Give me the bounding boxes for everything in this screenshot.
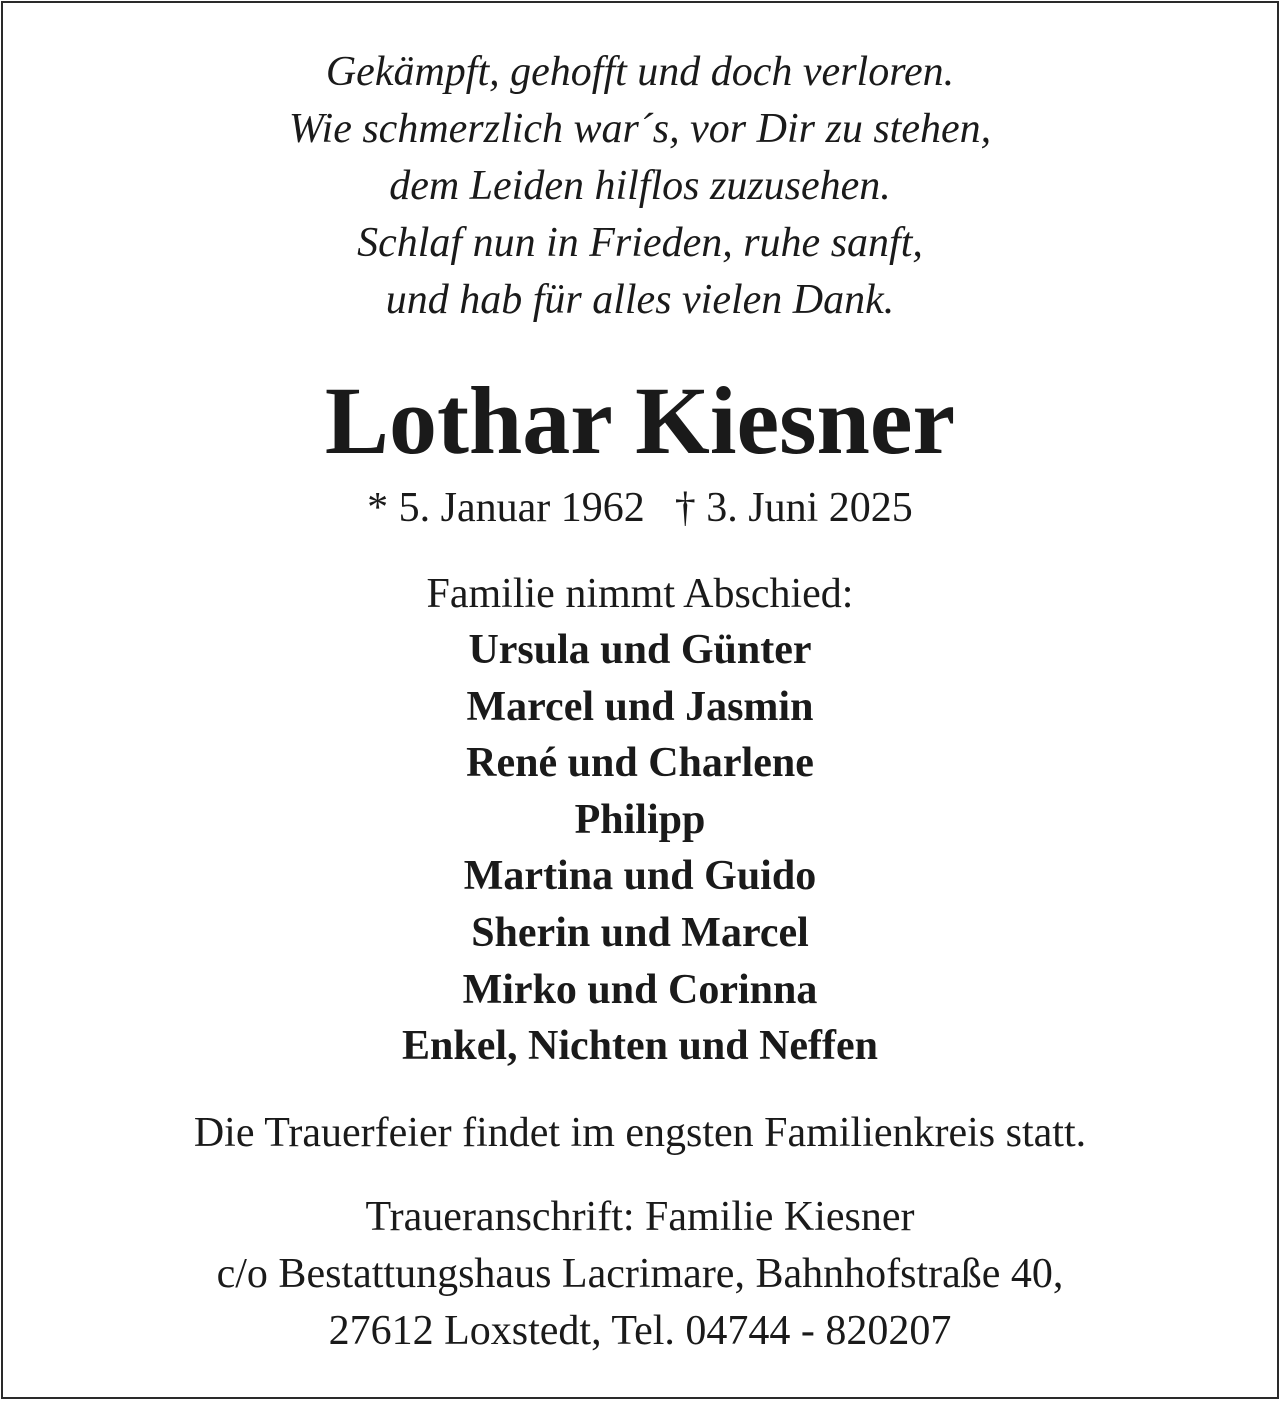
mourner-line: Sherin und Marcel [471,909,809,956]
mourner-line: Martina und Guido [463,853,817,900]
address-line: Traueranschrift: Familie Kiesner [365,1194,915,1240]
memorial-poem [0,44,1280,329]
life-dates [0,480,1280,536]
ceremony-note: Die Trauerfeier findet im engsten Familienkreis statt. [193,1110,1087,1156]
poem-line: Wie schmerzlich war´s, vor Dir zu stehen, [288,106,992,152]
mourning-address [0,1189,1280,1360]
mourner-line: Enkel, Nichten und Neffen [401,1023,879,1070]
deceased-name: Lothar Kiesner [324,367,956,474]
death-date: † 3. Juni 2025 [674,485,913,531]
poem-line: Gekämpft, gehofft und doch verloren. [325,49,955,95]
mourners-list [0,622,1280,1075]
mourner-line: René und Charlene [466,740,814,787]
mourner-line: Mirko und Corinna [462,966,818,1013]
poem-line: Schlaf nun in Frieden, ruhe sanft, [357,220,923,266]
poem-line: dem Leiden hilflos zuzusehen. [389,163,891,209]
mourner-line: Marcel und Jasmin [466,683,814,730]
mourner-line: Ursula und Günter [468,627,812,673]
family-intro: Familie nimmt Abschied: [426,571,854,617]
mourner-line: Philipp [574,796,706,843]
address-line: c/o Bestattungshaus Lacrimare, Bahnhofstraße 40, [216,1251,1064,1297]
address-line: 27612 Loxstedt, Tel. 04744 - 820207 [328,1308,952,1354]
poem-line: und hab für alles vielen Dank. [385,277,895,323]
birth-date: * 5. Januar 1962 [367,485,645,531]
